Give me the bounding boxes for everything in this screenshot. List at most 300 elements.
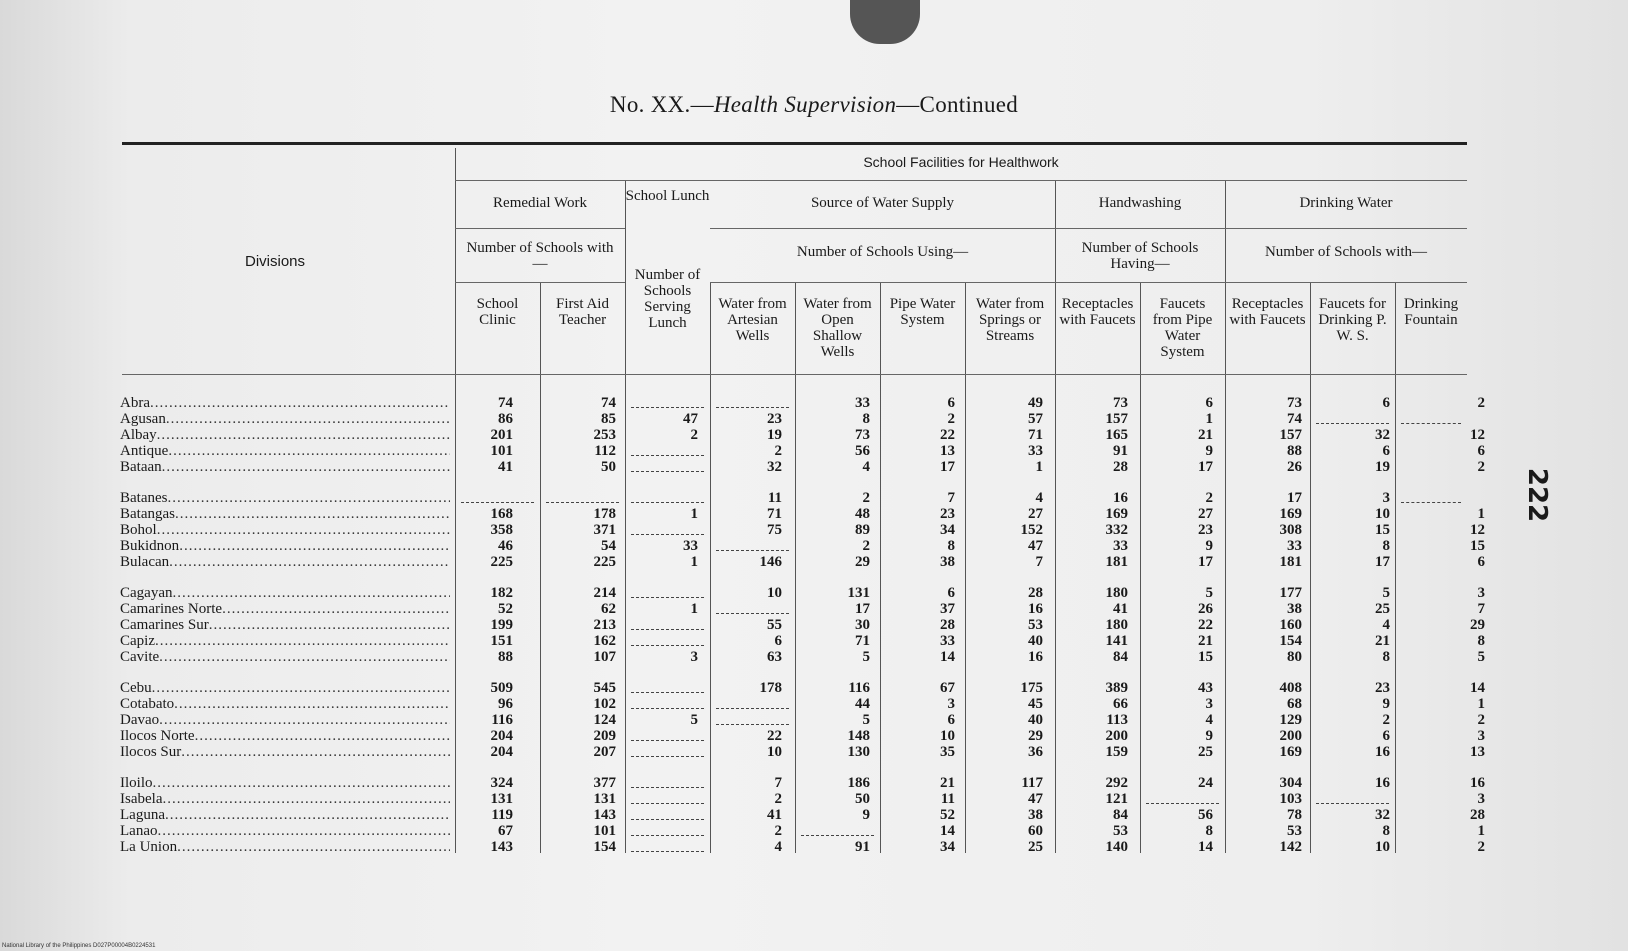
table-cell: 201	[490, 427, 513, 443]
column-header: Pipe Water System	[889, 296, 956, 328]
table-cell: 2	[862, 538, 870, 554]
table-cell: 48	[855, 506, 870, 522]
table-cell: 16	[1028, 601, 1043, 617]
table-cell: 13	[1470, 744, 1485, 760]
page-number: 222	[1522, 467, 1553, 523]
division-name: Camarines Norte .....	[120, 601, 450, 617]
division-name: Cagayan .....	[120, 585, 450, 601]
table-cell: 25	[1375, 601, 1390, 617]
table-cell: 324	[490, 775, 513, 791]
table-cell: 84	[1113, 649, 1128, 665]
handwashing-header: Handwashing	[1098, 195, 1182, 211]
page-title	[0, 92, 1628, 118]
table-cell: 16	[1470, 775, 1485, 791]
table-cell: 28	[1470, 807, 1485, 823]
table-cell: 131	[593, 791, 616, 807]
table-cell: 23	[1375, 680, 1390, 696]
table-cell: 67	[498, 823, 513, 839]
table-cell: 292	[1105, 775, 1128, 791]
column-header: Faucets from Pipe Water System	[1152, 296, 1213, 360]
title-suffix: —Continued	[896, 92, 1019, 117]
table-cell: 56	[855, 443, 870, 459]
table-cell: 16	[1375, 775, 1390, 791]
division-name: Iloilo .....	[120, 775, 450, 791]
table-cell: 4	[1205, 712, 1213, 728]
table-cell: 1	[1477, 696, 1485, 712]
table-cell: 74	[1287, 411, 1302, 427]
table-cell: 15	[1198, 649, 1213, 665]
empty-cell-dash	[1401, 423, 1461, 425]
table-row	[0, 459, 1628, 475]
table-cell: 22	[767, 728, 782, 744]
table-cell: 41	[767, 807, 782, 823]
table-cell: 1	[1477, 823, 1485, 839]
table-cell: 160	[1279, 617, 1302, 633]
row-rule	[455, 180, 1467, 181]
table-cell: 75	[767, 522, 782, 538]
table-cell: 25	[1028, 839, 1043, 855]
table-cell: 36	[1028, 744, 1043, 760]
table-cell: 7	[1477, 601, 1485, 617]
table-cell: 509	[490, 680, 513, 696]
table-row	[0, 712, 1628, 728]
table-cell: 2	[774, 823, 782, 839]
table-cell: 3	[1382, 490, 1390, 506]
table-cell: 32	[1375, 807, 1390, 823]
table-cell: 47	[1028, 791, 1043, 807]
table-cell: 71	[767, 506, 782, 522]
table-cell: 25	[1198, 744, 1213, 760]
column-header: Faucets for Drinking P. W. S.	[1318, 296, 1387, 344]
table-cell: 119	[491, 807, 513, 823]
table-cell: 1	[690, 506, 698, 522]
empty-cell-dash	[546, 502, 619, 504]
table-cell: 35	[940, 744, 955, 760]
table-cell: 2	[1477, 712, 1485, 728]
empty-cell-dash	[631, 502, 704, 504]
table-cell: 71	[855, 633, 870, 649]
table-cell: 37	[940, 601, 955, 617]
table-cell: 159	[1105, 744, 1128, 760]
table-cell: 3	[690, 649, 698, 665]
table-cell: 11	[940, 791, 955, 807]
division-name: Bukidnon .....	[120, 538, 450, 554]
table-cell: 60	[1028, 823, 1043, 839]
table-cell: 33	[940, 633, 955, 649]
table-cell: 6	[1382, 395, 1390, 411]
table-cell: 5	[690, 712, 698, 728]
column-header: School Clinic	[476, 296, 519, 328]
empty-cell-dash	[1146, 803, 1219, 805]
table-cell: 3	[1477, 585, 1485, 601]
water-source-header: Source of Water Supply	[810, 195, 955, 211]
table-cell: 377	[593, 775, 616, 791]
empty-cell-dash	[1316, 423, 1389, 425]
table-cell: 10	[1375, 839, 1390, 855]
table-cell: 67	[940, 680, 955, 696]
table-cell: 32	[767, 459, 782, 475]
empty-cell-dash	[1401, 502, 1461, 504]
table-row	[0, 839, 1628, 855]
table-cell: 2	[1205, 490, 1213, 506]
table-cell: 57	[1028, 411, 1043, 427]
table-cell: 180	[1105, 617, 1128, 633]
division-name: Bataan .....	[120, 459, 450, 475]
table-cell: 2	[947, 411, 955, 427]
lunch-header: School Lunch	[625, 188, 710, 204]
table-cell: 332	[1105, 522, 1128, 538]
table-cell: 17	[855, 601, 870, 617]
empty-cell-dash	[631, 787, 704, 789]
table-cell: 175	[1020, 680, 1043, 696]
table-cell: 74	[601, 395, 616, 411]
table-cell: 7	[947, 490, 955, 506]
table-cell: 44	[855, 696, 870, 712]
remedial-header: Remedial Work	[493, 195, 587, 211]
table-row	[0, 791, 1628, 807]
table-cell: 2	[1477, 459, 1485, 475]
table-cell: 371	[593, 522, 616, 538]
table-cell: 157	[1279, 427, 1302, 443]
table-cell: 1	[690, 554, 698, 570]
empty-cell-dash	[1316, 803, 1389, 805]
table-cell: 129	[1279, 712, 1302, 728]
table-cell: 12	[1470, 522, 1485, 538]
empty-cell-dash	[716, 708, 789, 710]
table-row	[0, 490, 1628, 506]
table-cell: 204	[490, 744, 513, 760]
table-cell: 19	[1375, 459, 1390, 475]
table-cell: 1	[1035, 459, 1043, 475]
lunch-subheader: Number of Schools Serving Lunch	[634, 267, 701, 331]
table-cell: 73	[1113, 395, 1128, 411]
table-cell: 6	[1477, 554, 1485, 570]
row-rule	[710, 228, 1467, 229]
table-cell: 62	[601, 601, 616, 617]
table-cell: 2	[690, 427, 698, 443]
table-cell: 2	[1382, 712, 1390, 728]
division-name: Camarines Sur .....	[120, 617, 450, 633]
table-cell: 8	[1382, 649, 1390, 665]
table-cell: 28	[1113, 459, 1128, 475]
table-cell: 169	[1279, 744, 1302, 760]
table-cell: 24	[1198, 775, 1213, 791]
table-cell: 50	[855, 791, 870, 807]
table-cell: 16	[1113, 490, 1128, 506]
divisions-header: Divisions	[245, 253, 306, 270]
table-cell: 5	[1382, 585, 1390, 601]
table-cell: 32	[1375, 427, 1390, 443]
division-name: Cotabato .....	[120, 696, 450, 712]
table-cell: 14	[1198, 839, 1213, 855]
table-row	[0, 728, 1628, 744]
table-cell: 112	[594, 443, 616, 459]
table-cell: 29	[1028, 728, 1043, 744]
table-cell: 308	[1279, 522, 1302, 538]
table-cell: 46	[498, 538, 513, 554]
division-name: Ilocos Sur .....	[120, 744, 450, 760]
empty-cell-dash	[631, 471, 704, 473]
empty-cell-dash	[631, 851, 704, 853]
table-cell: 9	[862, 807, 870, 823]
water-subheader: Number of Schools Using—	[796, 244, 969, 260]
table-cell: 78	[1287, 807, 1302, 823]
table-cell: 131	[847, 585, 870, 601]
table-cell: 23	[767, 411, 782, 427]
table-cell: 10	[1375, 506, 1390, 522]
table-cell: 73	[855, 427, 870, 443]
remedial-subheader: Number of Schools with—	[466, 240, 614, 272]
title-italic: Health Supervision	[713, 92, 897, 117]
table-row	[0, 554, 1628, 570]
table-cell: 213	[593, 617, 616, 633]
table-row	[0, 823, 1628, 839]
division-name: Bulacan .....	[120, 554, 450, 570]
table-cell: 154	[593, 839, 616, 855]
table-cell: 17	[1287, 490, 1302, 506]
division-name: Cebu .....	[120, 680, 450, 696]
drinking-subheader: Number of Schools with—	[1264, 244, 1428, 260]
table-row	[0, 696, 1628, 712]
division-name: La Union .....	[120, 839, 450, 855]
table-row	[0, 680, 1628, 696]
table-cell: 143	[593, 807, 616, 823]
table-cell: 214	[593, 585, 616, 601]
table-cell: 545	[593, 680, 616, 696]
table-row	[0, 506, 1628, 522]
table-cell: 8	[1382, 538, 1390, 554]
empty-cell-dash	[631, 740, 704, 742]
table-cell: 2	[1477, 839, 1485, 855]
table-cell: 4	[1382, 617, 1390, 633]
binder-clip	[850, 0, 920, 44]
handwashing-subheader: Number of Schools Having—	[1081, 240, 1199, 272]
division-name: Agusan .....	[120, 411, 450, 427]
table-row	[0, 649, 1628, 665]
table-cell: 27	[1198, 506, 1213, 522]
table-cell: 8	[862, 411, 870, 427]
empty-cell-dash	[631, 407, 704, 409]
empty-cell-dash	[631, 803, 704, 805]
table-cell: 169	[1105, 506, 1128, 522]
table-cell: 38	[1028, 807, 1043, 823]
table-cell: 34	[940, 839, 955, 855]
table-cell: 101	[490, 443, 513, 459]
table-cell: 389	[1105, 680, 1128, 696]
division-name: Isabela .....	[120, 791, 450, 807]
table-cell: 6	[1382, 443, 1390, 459]
table-cell: 40	[1028, 712, 1043, 728]
drinking-water-header: Drinking Water	[1299, 195, 1393, 211]
table-cell: 102	[593, 696, 616, 712]
top-rule	[122, 142, 1467, 145]
table-cell: 1	[1477, 506, 1485, 522]
empty-cell-dash	[716, 550, 789, 552]
table-cell: 209	[593, 728, 616, 744]
division-name: Abra .....	[120, 395, 450, 411]
table-cell: 40	[1028, 633, 1043, 649]
table-cell: 165	[1105, 427, 1128, 443]
table-cell: 6	[774, 633, 782, 649]
column-header: Receptacles with Faucets	[1229, 296, 1306, 328]
table-cell: 200	[1105, 728, 1128, 744]
empty-cell-dash	[801, 835, 874, 837]
empty-cell-dash	[631, 645, 704, 647]
table-cell: 89	[855, 522, 870, 538]
table-cell: 45	[1028, 696, 1043, 712]
table-cell: 113	[1106, 712, 1128, 728]
table-cell: 85	[601, 411, 616, 427]
table-cell: 15	[1375, 522, 1390, 538]
table-row	[0, 744, 1628, 760]
table-cell: 117	[1021, 775, 1043, 791]
table-cell: 186	[847, 775, 870, 791]
table-cell: 54	[601, 538, 616, 554]
table-cell: 73	[1287, 395, 1302, 411]
table-cell: 17	[1198, 459, 1213, 475]
table-cell: 121	[1105, 791, 1128, 807]
table-cell: 1	[1205, 411, 1213, 427]
table-cell: 7	[774, 775, 782, 791]
table-cell: 1	[690, 601, 698, 617]
table-cell: 143	[490, 839, 513, 855]
division-name: Batangas .....	[120, 506, 450, 522]
column-header: Water from Artesian Wells	[718, 296, 787, 344]
table-cell: 3	[947, 696, 955, 712]
empty-cell-dash	[631, 819, 704, 821]
division-name: Lanao .....	[120, 823, 450, 839]
table-cell: 71	[1028, 427, 1043, 443]
row-rule	[710, 282, 1467, 283]
table-cell: 26	[1198, 601, 1213, 617]
table-cell: 74	[498, 395, 513, 411]
table-row	[0, 522, 1628, 538]
table-cell: 33	[1287, 538, 1302, 554]
division-name: Ilocos Norte .....	[120, 728, 450, 744]
table-cell: 101	[593, 823, 616, 839]
table-cell: 96	[498, 696, 513, 712]
table-cell: 16	[1375, 744, 1390, 760]
table-cell: 12	[1470, 427, 1485, 443]
table-cell: 33	[855, 395, 870, 411]
table-cell: 15	[1470, 538, 1485, 554]
table-cell: 3	[1477, 791, 1485, 807]
table-cell: 17	[1375, 554, 1390, 570]
column-header: Water from Springs or Streams	[975, 296, 1045, 344]
table-cell: 146	[759, 554, 782, 570]
table-row	[0, 617, 1628, 633]
empty-cell-dash	[631, 708, 704, 710]
table-cell: 53	[1113, 823, 1128, 839]
table-row	[0, 807, 1628, 823]
table-cell: 8	[1382, 823, 1390, 839]
row-rule	[122, 374, 1467, 375]
table-cell: 52	[940, 807, 955, 823]
table-cell: 178	[593, 506, 616, 522]
table-cell: 38	[1287, 601, 1302, 617]
table-cell: 84	[1113, 807, 1128, 823]
table-cell: 162	[593, 633, 616, 649]
table-cell: 2	[1477, 395, 1485, 411]
table-cell: 23	[1198, 522, 1213, 538]
table-cell: 13	[940, 443, 955, 459]
table-cell: 91	[855, 839, 870, 855]
table-cell: 148	[847, 728, 870, 744]
table-cell: 43	[1198, 680, 1213, 696]
table-cell: 200	[1279, 728, 1302, 744]
table-cell: 253	[593, 427, 616, 443]
table-cell: 23	[940, 506, 955, 522]
division-name: Davao .....	[120, 712, 450, 728]
table-cell: 6	[1477, 443, 1485, 459]
division-name: Bohol .....	[120, 522, 450, 538]
table-cell: 9	[1205, 538, 1213, 554]
table-cell: 34	[940, 522, 955, 538]
table-cell: 5	[862, 712, 870, 728]
table-cell: 52	[498, 601, 513, 617]
table-cell: 19	[767, 427, 782, 443]
table-cell: 22	[940, 427, 955, 443]
table-cell: 9	[1205, 443, 1213, 459]
table-cell: 3	[1205, 696, 1213, 712]
table-cell: 8	[947, 538, 955, 554]
table-cell: 47	[683, 411, 698, 427]
table-cell: 7	[1035, 554, 1043, 570]
division-name: Cavite .....	[120, 649, 450, 665]
table-cell: 2	[862, 490, 870, 506]
table-cell: 63	[767, 649, 782, 665]
table-cell: 199	[490, 617, 513, 633]
table-cell: 116	[848, 680, 870, 696]
empty-cell-dash	[631, 756, 704, 758]
facilities-header: School Facilities for Healthwork	[863, 154, 1059, 170]
empty-cell-dash	[716, 724, 789, 726]
division-name: Laguna .....	[120, 807, 450, 823]
table-cell: 80	[1287, 649, 1302, 665]
table-row	[0, 443, 1628, 459]
table-cell: 10	[940, 728, 955, 744]
table-cell: 225	[490, 554, 513, 570]
table-cell: 53	[1287, 823, 1302, 839]
table-row	[0, 585, 1628, 601]
table-cell: 152	[1020, 522, 1043, 538]
table-cell: 26	[1287, 459, 1302, 475]
table-cell: 5	[862, 649, 870, 665]
table-cell: 16	[1028, 649, 1043, 665]
table-cell: 5	[1477, 649, 1485, 665]
table-row	[0, 633, 1628, 649]
table-cell: 130	[847, 744, 870, 760]
empty-cell-dash	[461, 502, 534, 504]
table-cell: 2	[774, 443, 782, 459]
table-cell: 14	[940, 823, 955, 839]
table-cell: 141	[1105, 633, 1128, 649]
table-cell: 168	[490, 506, 513, 522]
table-cell: 157	[1105, 411, 1128, 427]
table-cell: 27	[1028, 506, 1043, 522]
table-cell: 154	[1279, 633, 1302, 649]
empty-cell-dash	[716, 407, 789, 409]
table-row	[0, 538, 1628, 554]
table-cell: 358	[490, 522, 513, 538]
table-cell: 304	[1279, 775, 1302, 791]
table-cell: 86	[498, 411, 513, 427]
table-cell: 14	[940, 649, 955, 665]
table-cell: 6	[1205, 395, 1213, 411]
table-cell: 8	[1205, 823, 1213, 839]
table-cell: 140	[1105, 839, 1128, 855]
table-cell: 6	[947, 395, 955, 411]
